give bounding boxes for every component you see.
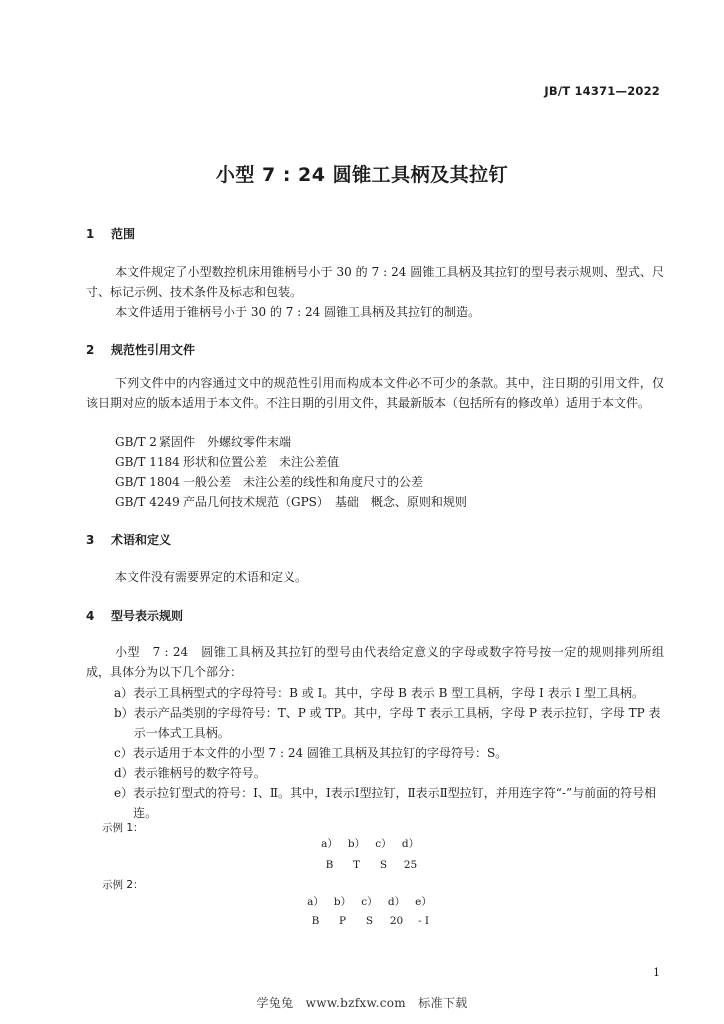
reference-item [115, 432, 467, 452]
list-item [114, 703, 666, 743]
code-value: S [379, 859, 388, 871]
code-value: B [325, 859, 334, 871]
list-item [114, 783, 666, 823]
model-code-parts-list [114, 683, 666, 823]
section-number: 2 [86, 343, 95, 357]
code-value: B [311, 915, 320, 927]
list-item-text: 表示拉钉型式的符号：Ⅰ、Ⅱ。其中，Ⅰ表示Ⅰ型拉钉，Ⅱ表示Ⅱ型拉钉，并用连字符“-”与前面的符号相连。 [133, 786, 657, 820]
section-title: 规范性引用文件 [111, 343, 196, 357]
part-letter: c） [361, 896, 378, 908]
reference-code: GB/T 1804 [115, 475, 180, 489]
list-item-text: 表示锥柄号的数字符号。 [133, 766, 266, 780]
example-1-label: 示例 1： [102, 822, 144, 834]
part-letter: b） [333, 896, 352, 908]
section-1-heading [86, 225, 135, 242]
reference-title: 一般公差 未注公差的线性和角度尺寸的公差 [183, 475, 424, 489]
code-value: - I [417, 915, 430, 927]
reference-title: 紧固件 外螺纹零件末端 [159, 435, 292, 449]
reference-title: 产品几何技术规范（GPS） 基础 概念、原则和规则 [183, 495, 467, 509]
section-title: 术语和定义 [111, 533, 172, 547]
part-letter: d） [401, 838, 420, 850]
example-2-part-letters [302, 894, 437, 910]
reference-code: GB/T 1184 [115, 455, 180, 469]
reference-code: GB/T 4249 [115, 495, 180, 509]
example-2-label: 示例 2： [102, 879, 144, 891]
section-4-paragraph-1: 小型 7 : 24 圆锥工具柄及其拉钉的型号由代表给定意义的字母或数字符号按一定的规则排列所组成，具体分为以下几个部分： [86, 645, 664, 679]
list-item-text: 表示适用于本文件的小型 7 : 24 圆锥工具柄及其拉钉的字母符号：S。 [132, 746, 508, 760]
list-item-text: 表示产品类别的字母符号：T、P 或 TP。其中，字母 T 表示工具柄，字母 P 表示拉钉，字母 TP 表示一体式工具柄。 [133, 706, 661, 740]
part-letter: d） [387, 896, 406, 908]
code-value: P [338, 915, 347, 927]
standard-code: JB/T 14371—2022 [544, 84, 660, 98]
section-title: 范围 [111, 227, 136, 241]
section-3-heading [86, 531, 171, 548]
part-letter: a） [307, 896, 324, 908]
section-2-paragraph-1: 下列文件中的内容通过文中的规范性引用而构成本文件必不可少的条款。其中，注日期的引用文件，仅该日期对应的版本适用于本文件。不注日期的引用文件，其最新版本（包括所有的修改单）适用于本文件。 [86, 376, 664, 410]
part-letter: b） [347, 838, 366, 850]
watermark[interactable]: 学兔兔 www.bzfxw.com 标准下载 [256, 996, 468, 1010]
section-title: 型号表示规则 [111, 609, 184, 623]
code-value: T [352, 859, 360, 871]
example-1-part-letters [316, 836, 424, 852]
part-letter: e） [415, 896, 432, 908]
code-value: 25 [403, 859, 418, 871]
example-2-code-values [302, 913, 437, 929]
section-3-paragraph-1: 本文件没有需要界定的术语和定义。 [115, 570, 308, 584]
page-number: 1 [653, 966, 660, 979]
reference-code: GB/T 2 [115, 435, 157, 449]
section-number: 3 [86, 533, 95, 547]
list-item-text: 表示工具柄型式的字母符号：B 或 I。其中，字母 B 表示 B 型工具柄，字母 I 表示 I 型工具柄。 [133, 686, 644, 700]
reference-title: 形状和位置公差 未注公差值 [183, 455, 340, 469]
example-1-code-values [316, 857, 424, 873]
list-item [114, 743, 666, 763]
list-item-label: d） [114, 766, 134, 780]
code-value: S [365, 915, 374, 927]
code-value: 20 [389, 915, 404, 927]
part-letter: a） [321, 838, 338, 850]
list-item-label: a） [114, 686, 134, 700]
part-letter: c） [375, 838, 392, 850]
list-item [114, 763, 666, 783]
reference-item [115, 492, 467, 512]
document-title: 小型 7 : 24 圆锥工具柄及其拉钉 [215, 164, 509, 186]
reference-list [115, 432, 467, 512]
section-2-heading [86, 341, 195, 358]
section-1-paragraph-2: 本文件适用于锥柄号小于 30 的 7 : 24 圆锥工具柄及其拉钉的制造。 [115, 305, 481, 319]
section-number: 4 [86, 609, 95, 623]
section-4-heading [86, 607, 183, 624]
list-item-label: b） [114, 706, 134, 720]
reference-item [115, 452, 467, 472]
list-item-label: c） [114, 746, 133, 760]
reference-item [115, 472, 467, 492]
section-number: 1 [86, 227, 95, 241]
list-item-label: e） [114, 786, 134, 800]
list-item [114, 683, 666, 703]
section-1-paragraph-1: 本文件规定了小型数控机床用锥柄号小于 30 的 7 : 24 圆锥工具柄及其拉钉的型号表示规则、型式、尺寸、标记示例、技术条件及标志和包装。 [86, 265, 664, 299]
